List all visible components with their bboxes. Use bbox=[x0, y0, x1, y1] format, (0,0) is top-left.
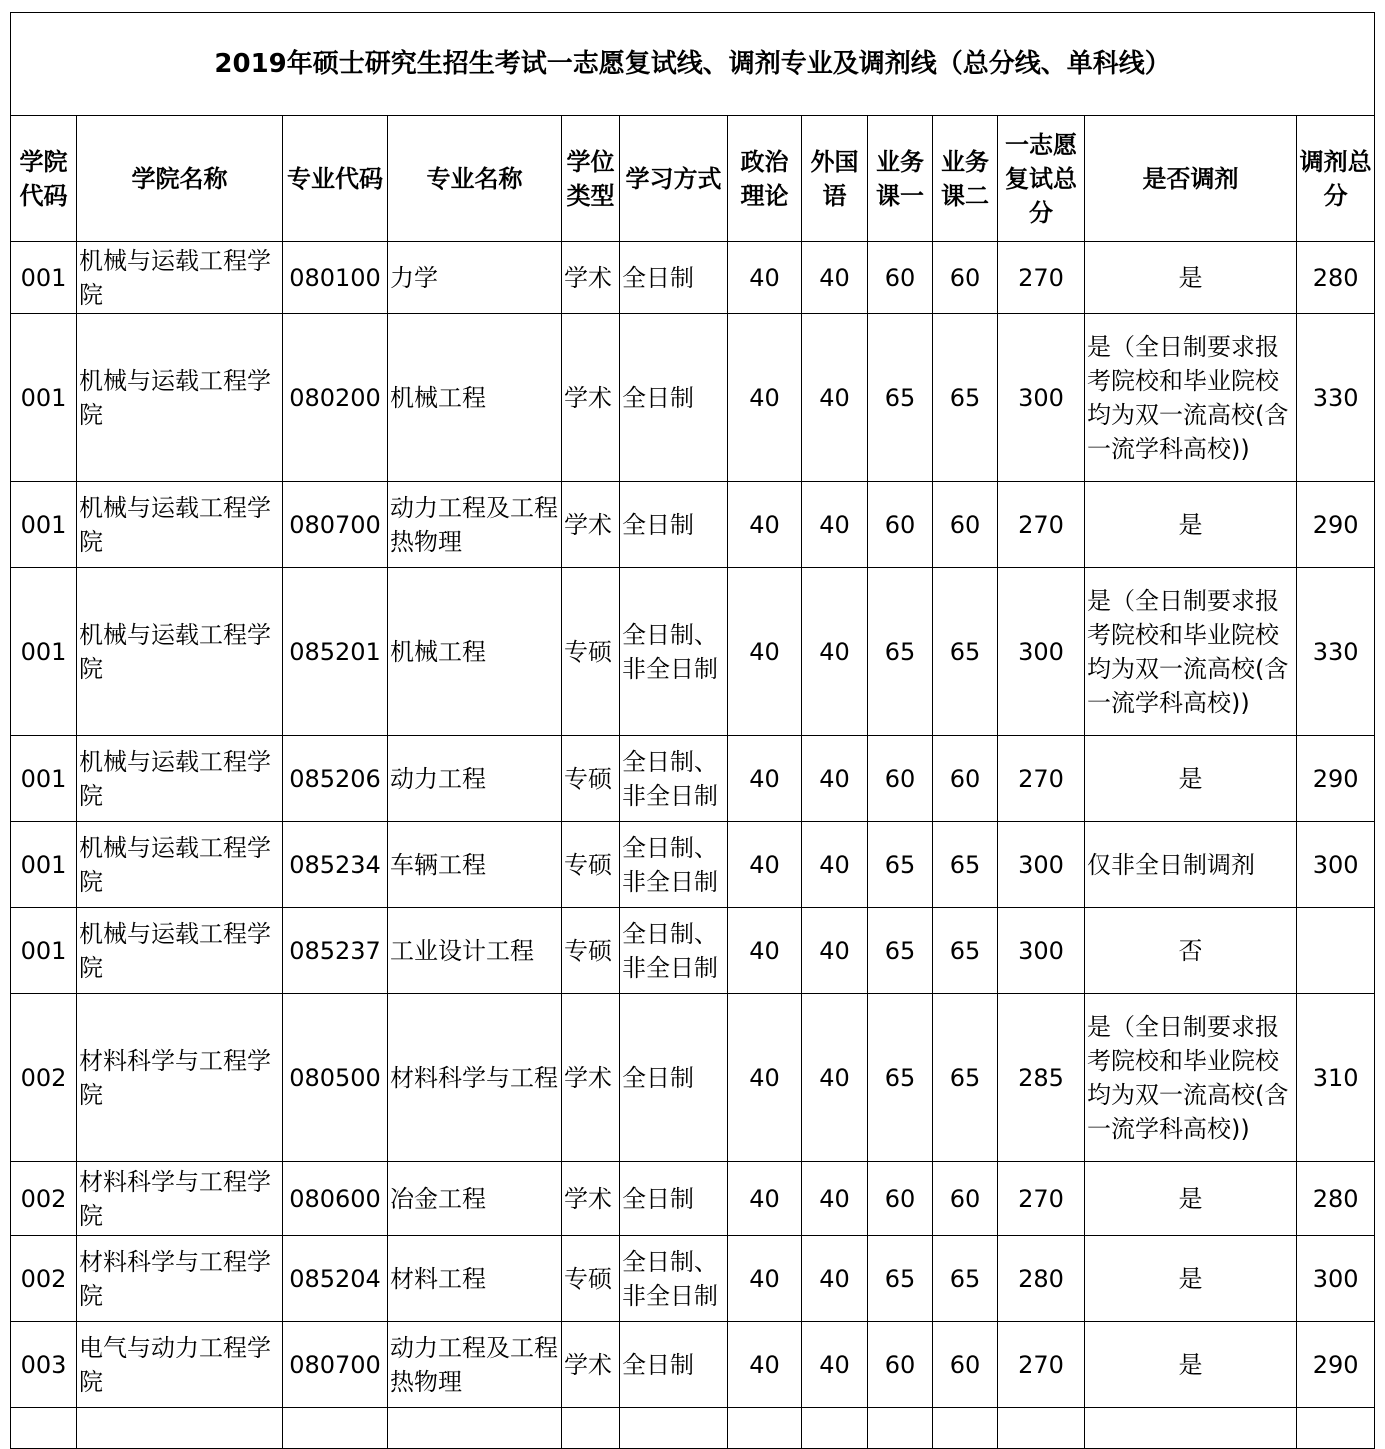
major-code-cell: 085206 bbox=[283, 736, 388, 822]
college-name-cell: 机械与运载工程学院 bbox=[77, 314, 283, 482]
course-two-score-cell: 65 bbox=[933, 994, 998, 1162]
degree-type-cell: 学术 bbox=[562, 242, 620, 314]
table-row bbox=[11, 908, 1375, 994]
admission-score-table bbox=[10, 12, 1375, 1449]
retest-total-cell: 285 bbox=[998, 994, 1085, 1162]
major-name-cell: 力学 bbox=[388, 242, 562, 314]
table-title: 2019年硕士研究生招生考试一志愿复试线、调剂专业及调剂线（总分线、单科线） bbox=[11, 13, 1375, 116]
course-one-score-cell: 65 bbox=[868, 314, 933, 482]
retest-total-cell: 270 bbox=[998, 482, 1085, 568]
adjust-total-cell: 290 bbox=[1297, 736, 1375, 822]
college-code-cell: 001 bbox=[11, 822, 77, 908]
adjust-total-cell: 290 bbox=[1297, 482, 1375, 568]
major-code-cell: 085201 bbox=[283, 568, 388, 736]
major-code-cell: 080700 bbox=[283, 1322, 388, 1408]
course-two-score-cell: 60 bbox=[933, 1162, 998, 1236]
major-code-cell: 080200 bbox=[283, 314, 388, 482]
major-name-cell: 工业设计工程 bbox=[388, 908, 562, 994]
adjust-allowed-cell: 是 bbox=[1085, 1322, 1297, 1408]
study-mode-cell: 全日制 bbox=[620, 314, 728, 482]
adjust-total-cell: 300 bbox=[1297, 1236, 1375, 1322]
foreign-score-cell: 40 bbox=[802, 736, 868, 822]
retest-total-cell: 270 bbox=[998, 736, 1085, 822]
adjust-allowed-cell: 是（全日制要求报考院校和毕业院校均为双一流高校(含一流学科高校)) bbox=[1085, 568, 1297, 736]
empty-cell bbox=[1297, 1408, 1375, 1449]
major-name-cell: 动力工程及工程热物理 bbox=[388, 482, 562, 568]
adjust-allowed-cell: 是 bbox=[1085, 736, 1297, 822]
table-row bbox=[11, 242, 1375, 314]
study-mode-cell: 全日制 bbox=[620, 482, 728, 568]
degree-type-cell: 学术 bbox=[562, 994, 620, 1162]
politics-score-cell: 40 bbox=[728, 1236, 802, 1322]
degree-type-cell: 学术 bbox=[562, 1322, 620, 1408]
header-politics: 政治理论 bbox=[728, 116, 802, 242]
study-mode-cell: 全日制、非全日制 bbox=[620, 822, 728, 908]
college-name-cell: 机械与运载工程学院 bbox=[77, 908, 283, 994]
foreign-score-cell: 40 bbox=[802, 994, 868, 1162]
adjust-total-cell: 280 bbox=[1297, 242, 1375, 314]
header-college-name: 学院名称 bbox=[77, 116, 283, 242]
major-code-cell: 085234 bbox=[283, 822, 388, 908]
header-row bbox=[11, 116, 1375, 242]
retest-total-cell: 300 bbox=[998, 314, 1085, 482]
empty-cell bbox=[998, 1408, 1085, 1449]
table-row bbox=[11, 568, 1375, 736]
adjust-total-cell: 330 bbox=[1297, 568, 1375, 736]
empty-cell bbox=[802, 1408, 868, 1449]
adjust-allowed-cell: 是（全日制要求报考院校和毕业院校均为双一流高校(含一流学科高校)) bbox=[1085, 314, 1297, 482]
adjust-total-cell: 280 bbox=[1297, 1162, 1375, 1236]
foreign-score-cell: 40 bbox=[802, 242, 868, 314]
table-row bbox=[11, 1236, 1375, 1322]
major-code-cell: 080100 bbox=[283, 242, 388, 314]
college-name-cell: 材料科学与工程学院 bbox=[77, 994, 283, 1162]
foreign-score-cell: 40 bbox=[802, 1322, 868, 1408]
course-one-score-cell: 60 bbox=[868, 736, 933, 822]
foreign-score-cell: 40 bbox=[802, 908, 868, 994]
study-mode-cell: 全日制 bbox=[620, 994, 728, 1162]
header-adjust-total: 调剂总分 bbox=[1297, 116, 1375, 242]
politics-score-cell: 40 bbox=[728, 736, 802, 822]
course-two-score-cell: 65 bbox=[933, 1236, 998, 1322]
table-row bbox=[11, 314, 1375, 482]
empty-cell bbox=[868, 1408, 933, 1449]
header-course-one: 业务课一 bbox=[868, 116, 933, 242]
empty-cell bbox=[728, 1408, 802, 1449]
college-code-cell: 001 bbox=[11, 908, 77, 994]
header-major-code: 专业代码 bbox=[283, 116, 388, 242]
college-name-cell: 机械与运载工程学院 bbox=[77, 482, 283, 568]
college-code-cell: 002 bbox=[11, 1236, 77, 1322]
empty-cell bbox=[620, 1408, 728, 1449]
study-mode-cell: 全日制、非全日制 bbox=[620, 736, 728, 822]
degree-type-cell: 专硕 bbox=[562, 736, 620, 822]
course-two-score-cell: 60 bbox=[933, 482, 998, 568]
politics-score-cell: 40 bbox=[728, 994, 802, 1162]
adjust-total-cell: 330 bbox=[1297, 314, 1375, 482]
major-code-cell: 080700 bbox=[283, 482, 388, 568]
study-mode-cell: 全日制 bbox=[620, 1322, 728, 1408]
adjust-total-cell bbox=[1297, 908, 1375, 994]
politics-score-cell: 40 bbox=[728, 568, 802, 736]
foreign-score-cell: 40 bbox=[802, 314, 868, 482]
header-course-two: 业务课二 bbox=[933, 116, 998, 242]
empty-cell bbox=[388, 1408, 562, 1449]
study-mode-cell: 全日制、非全日制 bbox=[620, 568, 728, 736]
table-row bbox=[11, 1322, 1375, 1408]
empty-cell bbox=[283, 1408, 388, 1449]
table-row bbox=[11, 822, 1375, 908]
college-code-cell: 001 bbox=[11, 242, 77, 314]
politics-score-cell: 40 bbox=[728, 482, 802, 568]
table-row bbox=[11, 736, 1375, 822]
header-retest-total: 一志愿复试总分 bbox=[998, 116, 1085, 242]
admission-table-sheet bbox=[10, 12, 1374, 1449]
course-two-score-cell: 65 bbox=[933, 908, 998, 994]
course-two-score-cell: 65 bbox=[933, 822, 998, 908]
table-row bbox=[11, 482, 1375, 568]
degree-type-cell: 专硕 bbox=[562, 822, 620, 908]
major-name-cell: 材料科学与工程 bbox=[388, 994, 562, 1162]
adjust-total-cell: 290 bbox=[1297, 1322, 1375, 1408]
foreign-score-cell: 40 bbox=[802, 1162, 868, 1236]
politics-score-cell: 40 bbox=[728, 908, 802, 994]
header-foreign-language: 外国语 bbox=[802, 116, 868, 242]
course-two-score-cell: 60 bbox=[933, 736, 998, 822]
major-name-cell: 冶金工程 bbox=[388, 1162, 562, 1236]
course-one-score-cell: 60 bbox=[868, 1322, 933, 1408]
major-name-cell: 材料工程 bbox=[388, 1236, 562, 1322]
adjust-allowed-cell: 是 bbox=[1085, 1236, 1297, 1322]
adjust-allowed-cell: 是 bbox=[1085, 242, 1297, 314]
college-name-cell: 机械与运载工程学院 bbox=[77, 822, 283, 908]
major-code-cell: 080500 bbox=[283, 994, 388, 1162]
college-code-cell: 001 bbox=[11, 314, 77, 482]
header-college-code: 学院代码 bbox=[11, 116, 77, 242]
empty-cell bbox=[1085, 1408, 1297, 1449]
major-name-cell: 机械工程 bbox=[388, 568, 562, 736]
college-code-cell: 001 bbox=[11, 568, 77, 736]
retest-total-cell: 300 bbox=[998, 908, 1085, 994]
college-name-cell: 机械与运载工程学院 bbox=[77, 242, 283, 314]
college-code-cell: 001 bbox=[11, 736, 77, 822]
retest-total-cell: 300 bbox=[998, 568, 1085, 736]
degree-type-cell: 学术 bbox=[562, 482, 620, 568]
degree-type-cell: 专硕 bbox=[562, 1236, 620, 1322]
study-mode-cell: 全日制 bbox=[620, 1162, 728, 1236]
adjust-allowed-cell: 否 bbox=[1085, 908, 1297, 994]
foreign-score-cell: 40 bbox=[802, 822, 868, 908]
study-mode-cell: 全日制 bbox=[620, 242, 728, 314]
major-name-cell: 机械工程 bbox=[388, 314, 562, 482]
course-one-score-cell: 60 bbox=[868, 242, 933, 314]
study-mode-cell: 全日制、非全日制 bbox=[620, 1236, 728, 1322]
retest-total-cell: 270 bbox=[998, 1162, 1085, 1236]
college-name-cell: 材料科学与工程学院 bbox=[77, 1162, 283, 1236]
politics-score-cell: 40 bbox=[728, 314, 802, 482]
header-degree-type: 学位类型 bbox=[562, 116, 620, 242]
course-one-score-cell: 65 bbox=[868, 568, 933, 736]
adjust-allowed-cell: 是 bbox=[1085, 482, 1297, 568]
college-name-cell: 机械与运载工程学院 bbox=[77, 568, 283, 736]
major-name-cell: 车辆工程 bbox=[388, 822, 562, 908]
college-code-cell: 001 bbox=[11, 482, 77, 568]
course-two-score-cell: 65 bbox=[933, 568, 998, 736]
foreign-score-cell: 40 bbox=[802, 1236, 868, 1322]
empty-cell bbox=[562, 1408, 620, 1449]
retest-total-cell: 270 bbox=[998, 242, 1085, 314]
degree-type-cell: 学术 bbox=[562, 314, 620, 482]
header-adjust-allowed: 是否调剂 bbox=[1085, 116, 1297, 242]
course-two-score-cell: 65 bbox=[933, 314, 998, 482]
course-one-score-cell: 65 bbox=[868, 908, 933, 994]
table-row-partial bbox=[11, 1408, 1375, 1449]
adjust-total-cell: 310 bbox=[1297, 994, 1375, 1162]
major-name-cell: 动力工程 bbox=[388, 736, 562, 822]
adjust-allowed-cell: 是（全日制要求报考院校和毕业院校均为双一流高校(含一流学科高校)) bbox=[1085, 994, 1297, 1162]
course-one-score-cell: 60 bbox=[868, 482, 933, 568]
politics-score-cell: 40 bbox=[728, 1162, 802, 1236]
college-code-cell: 002 bbox=[11, 1162, 77, 1236]
header-major-name: 专业名称 bbox=[388, 116, 562, 242]
major-code-cell: 080600 bbox=[283, 1162, 388, 1236]
empty-cell bbox=[77, 1408, 283, 1449]
major-code-cell: 085237 bbox=[283, 908, 388, 994]
retest-total-cell: 280 bbox=[998, 1236, 1085, 1322]
course-one-score-cell: 65 bbox=[868, 994, 933, 1162]
college-code-cell: 003 bbox=[11, 1322, 77, 1408]
course-one-score-cell: 60 bbox=[868, 1162, 933, 1236]
empty-cell bbox=[933, 1408, 998, 1449]
study-mode-cell: 全日制、非全日制 bbox=[620, 908, 728, 994]
header-study-mode: 学习方式 bbox=[620, 116, 728, 242]
course-two-score-cell: 60 bbox=[933, 1322, 998, 1408]
adjust-allowed-cell: 是 bbox=[1085, 1162, 1297, 1236]
table-row bbox=[11, 994, 1375, 1162]
politics-score-cell: 40 bbox=[728, 822, 802, 908]
college-name-cell: 机械与运载工程学院 bbox=[77, 736, 283, 822]
college-name-cell: 材料科学与工程学院 bbox=[77, 1236, 283, 1322]
foreign-score-cell: 40 bbox=[802, 568, 868, 736]
college-name-cell: 电气与动力工程学院 bbox=[77, 1322, 283, 1408]
table-row bbox=[11, 1162, 1375, 1236]
course-one-score-cell: 65 bbox=[868, 822, 933, 908]
politics-score-cell: 40 bbox=[728, 242, 802, 314]
degree-type-cell: 专硕 bbox=[562, 568, 620, 736]
retest-total-cell: 300 bbox=[998, 822, 1085, 908]
foreign-score-cell: 40 bbox=[802, 482, 868, 568]
course-one-score-cell: 65 bbox=[868, 1236, 933, 1322]
retest-total-cell: 270 bbox=[998, 1322, 1085, 1408]
empty-cell bbox=[11, 1408, 77, 1449]
degree-type-cell: 学术 bbox=[562, 1162, 620, 1236]
adjust-total-cell: 300 bbox=[1297, 822, 1375, 908]
major-name-cell: 动力工程及工程热物理 bbox=[388, 1322, 562, 1408]
course-two-score-cell: 60 bbox=[933, 242, 998, 314]
college-code-cell: 002 bbox=[11, 994, 77, 1162]
degree-type-cell: 专硕 bbox=[562, 908, 620, 994]
politics-score-cell: 40 bbox=[728, 1322, 802, 1408]
major-code-cell: 085204 bbox=[283, 1236, 388, 1322]
adjust-allowed-cell: 仅非全日制调剂 bbox=[1085, 822, 1297, 908]
